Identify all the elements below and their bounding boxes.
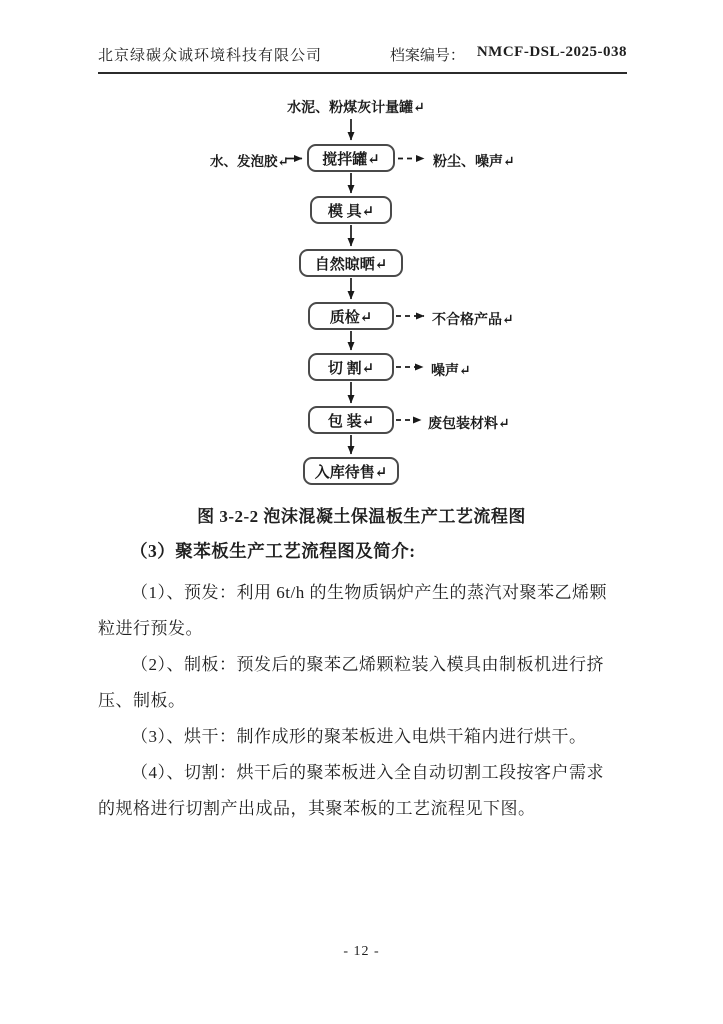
- flow-emission-noise: 噪声↵: [431, 364, 471, 379]
- paragraph-line: 粒进行预发。: [98, 619, 203, 638]
- paragraph-line: （2）、制板：预发后的聚苯乙烯颗粒装入模具由制板机进行挤: [131, 655, 604, 674]
- archive-number: NMCF-DSL-2025-038: [476, 44, 627, 60]
- flow-emission-rejects: 不合格产品↵: [432, 313, 514, 328]
- company-name: 北京绿碳众诚环境科技有限公司: [98, 48, 323, 64]
- paragraph-line: （3）、烘干：制作成形的聚苯板进入电烘干箱内进行烘干。: [131, 727, 587, 746]
- paragraph-line: （1）、预发：利用 6t/h 的生物质锅炉产生的蒸汽对聚苯乙烯颗: [131, 583, 607, 602]
- flow-node-packing: 包 装↵: [308, 406, 394, 434]
- flow-node-quality-check: 质检↵: [308, 302, 394, 330]
- body-text: [98, 575, 629, 827]
- paragraph-line: 压、制板。: [98, 691, 186, 710]
- flow-node-natural-drying: 自然晾晒↵: [299, 249, 403, 277]
- section-heading: （3）聚苯板生产工艺流程图及简介:: [130, 541, 416, 561]
- paragraph-line: （4）、切割：烘干后的聚苯板进入全自动切割工段按客户需求: [131, 763, 604, 782]
- page-number: - 12 -: [343, 944, 380, 959]
- paragraph-line: 的规格进行切割产出成品，其聚苯板的工艺流程见下图。: [98, 799, 536, 818]
- flow-node-mixing-tank: 搅拌罐↵: [307, 144, 395, 172]
- flow-input-cement-flyash: 水泥、粉煤灰计量罐↵: [287, 101, 425, 116]
- flow-node-mold: 模 具↵: [310, 196, 392, 224]
- flow-emission-dust-noise: 粉尘、噪声↵: [433, 155, 515, 170]
- archive-label: 档案编号：: [389, 48, 465, 64]
- flow-node-cutting: 切 割↵: [308, 353, 394, 381]
- flow-node-warehouse: 入库待售↵: [303, 457, 399, 485]
- figure-caption: 图 3-2-2 泡沫混凝土保温板生产工艺流程图: [197, 507, 526, 526]
- flow-emission-waste-packaging: 废包装材料↵: [428, 417, 510, 432]
- flow-input-water-foam: 水、发泡胶↵: [210, 154, 289, 169]
